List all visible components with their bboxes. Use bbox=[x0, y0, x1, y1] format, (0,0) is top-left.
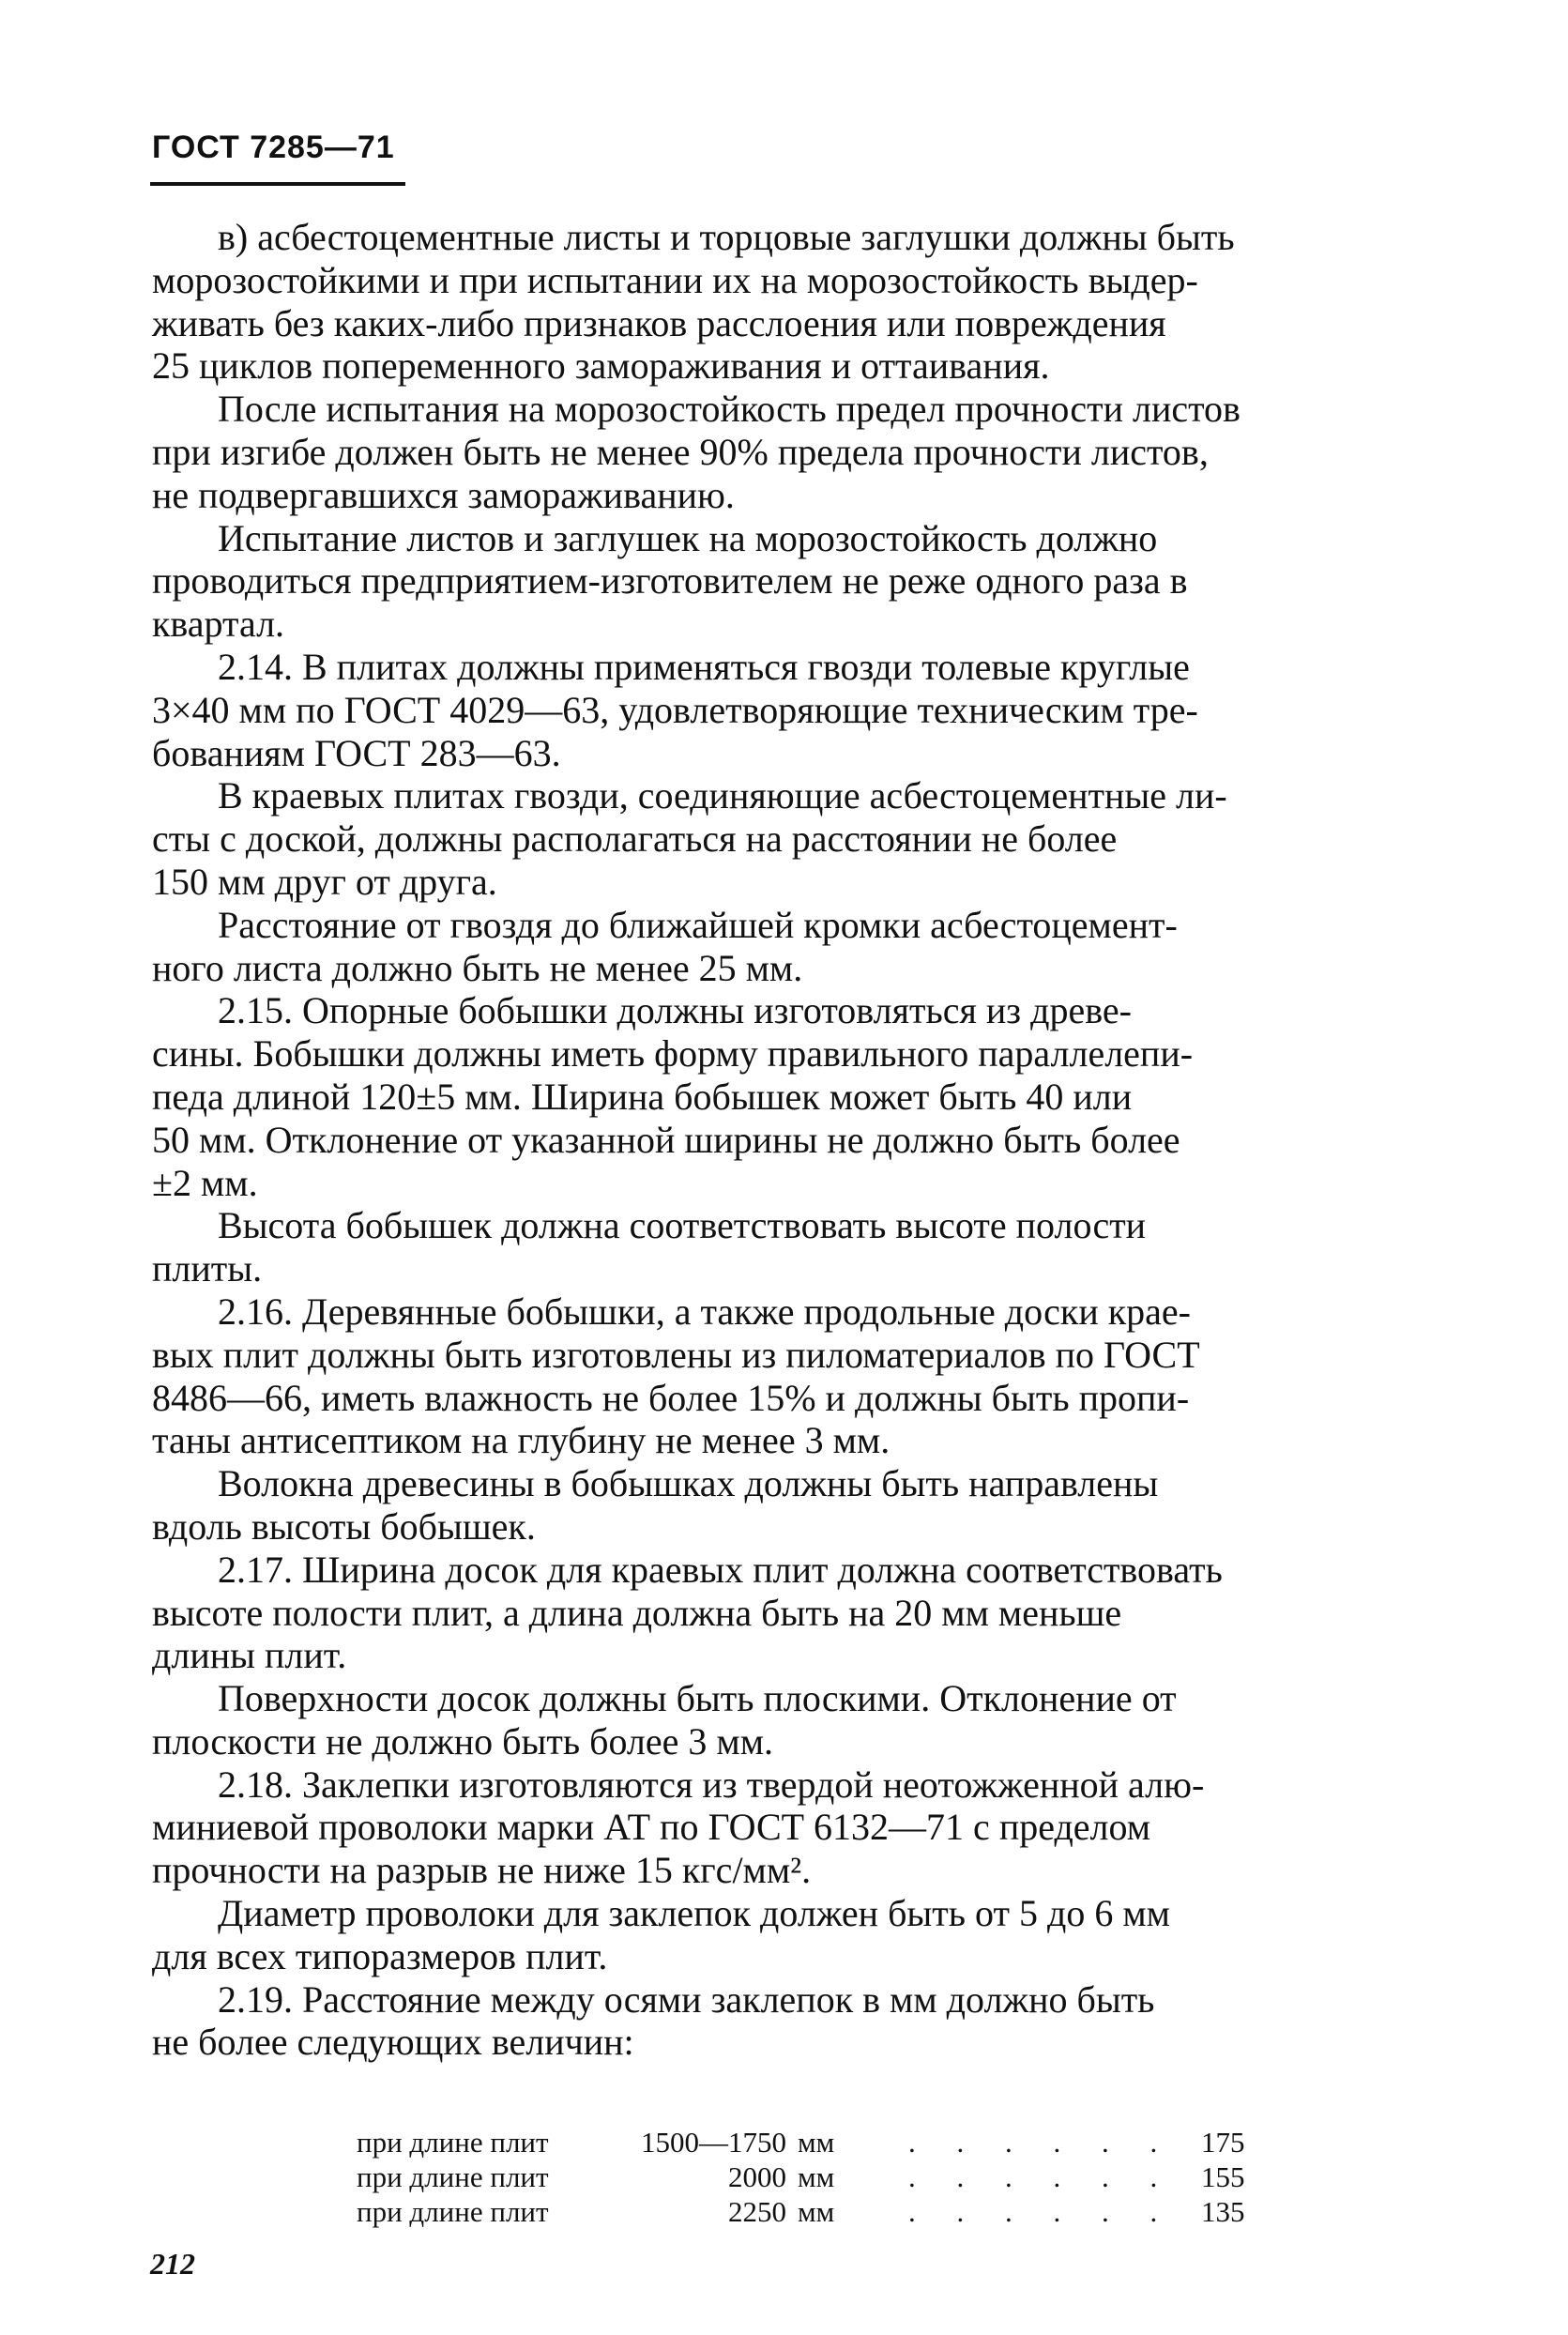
row-length: 1500—1750 bbox=[641, 2126, 786, 2159]
paragraph-2-16: 2.16. Деревянные бобышки, а также продольные доски крае- вых плит должны быть изготовлены из пиломатериалов по ГОСТ 8486—66, иметь влажность не более 15% и должны быть пропи- таны антисептиком на глубину не менее 3 мм. bbox=[152, 1290, 1200, 1462]
row-value: 135 bbox=[1201, 2195, 1245, 2228]
row-leader-dots: . . . . . . bbox=[908, 2126, 1175, 2159]
paragraph-2-19: 2.19. Расстояние между осями заклепок в мм должно быть не более следующих величин: bbox=[152, 1977, 1155, 2064]
paragraph-nail-distance: Расстояние от гвоздя до ближайшей кромки асбестоцемент- ного листа должно быть не менее 25 мм. bbox=[152, 903, 1178, 989]
row-label: при длине плит bbox=[357, 2195, 549, 2228]
paragraph-wire-diameter: Диаметр проволоки для заклепок должен быть от 5 до 6 мм для всех типоразмеров плит. bbox=[152, 1892, 1170, 1977]
paragraph-board-surfaces: Поверхности досок должны быть плоскими. Отклонение от плоскости не должно быть более 3 мм. bbox=[152, 1677, 1177, 1763]
row-unit: мм bbox=[798, 2126, 835, 2159]
row-value: 155 bbox=[1201, 2160, 1245, 2193]
page-number: 212 bbox=[150, 2247, 195, 2281]
paragraph-boss-height: Высота бобышек должна соответствовать высоте полости плиты. bbox=[152, 1204, 1147, 1290]
row-unit: мм bbox=[798, 2195, 835, 2228]
paragraph-frost-testing: Испытание листов и заглушек на морозостойкость должно проводиться предприятием-изготовителем не реже одного раза в квартал. bbox=[152, 516, 1188, 646]
row-label: при длине плит bbox=[357, 2126, 549, 2159]
body-text bbox=[152, 216, 1458, 2064]
paragraph-2-14: 2.14. В плитах должны применяться гвозди толевые круглые 3×40 мм по ГОСТ 4029—63, удовлетворяющие техническим тре- бованиям ГОСТ 283—63. bbox=[152, 645, 1198, 774]
row-unit: мм bbox=[798, 2160, 835, 2193]
row-label: при длине плит bbox=[357, 2160, 549, 2193]
paragraph-2-18: 2.18. Заклепки изготовляются из твердой неотожженной алю- миниевой проволоки марки АТ по ГОСТ 6132—71 с пределом прочности на разрыв не ниже 15 кгс/мм². bbox=[152, 1763, 1205, 1892]
row-length: 2000 bbox=[728, 2160, 786, 2193]
row-leader-dots: . . . . . . bbox=[908, 2195, 1175, 2228]
row-length: 2250 bbox=[728, 2195, 786, 2228]
header-rule bbox=[150, 182, 405, 186]
paragraph-2-15: 2.15. Опорные бобышки должны изготовляться из древе- сины. Бобышки должны иметь форму правильного параллелепи- педа длиной 120±5 мм. Ширина бобышек может быть 40 или 50 мм. Отклонение от указанной ширины не должно быть более ±2 мм. bbox=[152, 989, 1194, 1204]
paragraph-frost-strength: После испытания на морозостойкость предел прочности листов при изгибе должен быть не менее 90% предела прочности листов, не подвергавшихся замораживанию. bbox=[152, 388, 1241, 516]
document-header: ГОСТ 7285—71 bbox=[152, 130, 395, 165]
paragraph-wood-fibers: Волокна древесины в бобышках должны быть направлены вдоль высоты бобышек. bbox=[152, 1462, 1159, 1548]
row-value: 175 bbox=[1201, 2126, 1245, 2159]
paragraph-2-13-v: в) асбестоцементные листы и торцовые заглушки должны быть морозостойкими и при испытании их на морозостойкость выдер- живать без каких-либо признаков расслоения или повреждения 25 циклов попеременного замораживания и оттаивания. bbox=[152, 216, 1235, 388]
paragraph-edge-nails: В краевых плитах гвозди, соединяющие асбестоцементные ли- сты с доской, должны располагаться на расстоянии не более 150 мм друг от друга. bbox=[152, 774, 1227, 903]
row-leader-dots: . . . . . . bbox=[908, 2160, 1175, 2193]
paragraph-2-17: 2.17. Ширина досок для краевых плит должна соответствовать высоте полости плит, а длина должна быть на 20 мм меньше длины плит. bbox=[152, 1548, 1223, 1677]
